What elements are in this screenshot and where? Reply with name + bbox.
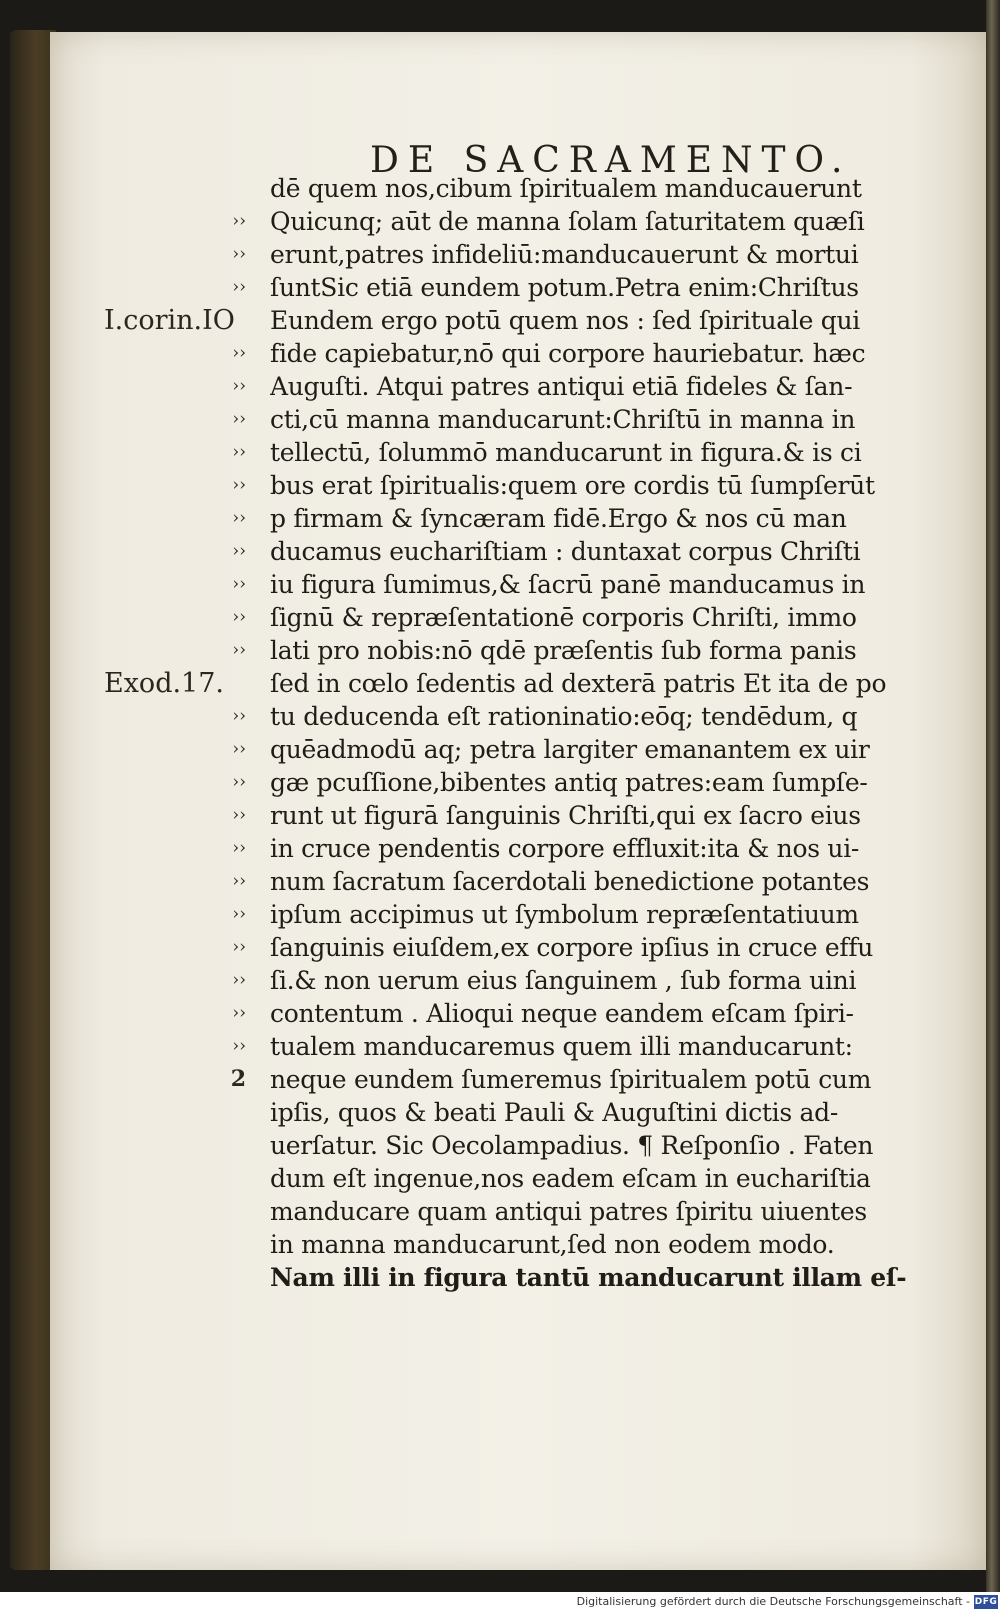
text-line: ipſis, quos & beati Pauli & Auguſtini dictis ad- bbox=[270, 1098, 839, 1127]
quotation-mark: ›› bbox=[232, 541, 246, 561]
text-line: erunt,patres infideliū:manducauerunt & mortui bbox=[270, 240, 859, 269]
quotation-mark: ›› bbox=[232, 1003, 246, 1023]
text-line: manducare quam antiqui patres ſpiritu uiuentes bbox=[270, 1197, 867, 1226]
text-line: cti,cū manna manducarunt:Chriſtū in manna in bbox=[270, 405, 856, 434]
text-line: in manna manducarunt,ſed non eodem modo. bbox=[270, 1230, 835, 1259]
text-line: p firmam & ſyncæram fidē.Ergo & nos cū man bbox=[270, 504, 847, 533]
quotation-mark: ›› bbox=[232, 739, 246, 759]
quotation-mark: ›› bbox=[232, 211, 246, 231]
running-head: DE SACRAMENTO. bbox=[370, 140, 852, 181]
quotation-mark: ›› bbox=[232, 937, 246, 957]
margin-reference: I.corin.IO bbox=[104, 305, 235, 336]
quotation-mark: ›› bbox=[232, 442, 246, 462]
text-line: num ſacratum ſacerdotali benedictione potantes bbox=[270, 867, 870, 896]
quotation-mark: ›› bbox=[232, 706, 246, 726]
text-line: ſuntSic etiā eundem potum.Petra enim:Chriſtus bbox=[270, 273, 859, 302]
quotation-mark: ›› bbox=[232, 277, 246, 297]
text-line: iu figura ſumimus,& ſacrū panē manducamus in bbox=[270, 570, 866, 599]
footer-credit: Digitalisierung gefördert durch die Deutsche Forschungsgemeinschaft - bbox=[576, 1595, 970, 1608]
margin-blank bbox=[100, 1195, 250, 1228]
text-line: in cruce pendentis corpore effluxit:ita & nos ui- bbox=[270, 834, 860, 863]
text-line: tellectū, ſolummō manducarunt in figura.& is ci bbox=[270, 438, 862, 467]
text-line: dum eſt ingenue,nos eadem eſcam in euchariſtia bbox=[270, 1164, 871, 1193]
text-line: uerſatur. Sic Oecolampadius. ¶ Reſponſio . Faten bbox=[270, 1131, 874, 1160]
dfg-logo: DFG bbox=[974, 1597, 998, 1607]
text-line: dē quem nos,cibum ſpiritualem manducauerunt bbox=[270, 174, 862, 203]
margin-blank bbox=[100, 1096, 250, 1129]
text-line: gæ pcuſſione,bibentes antiq patres:eam ſumpſe- bbox=[270, 768, 868, 797]
quotation-mark: ›› bbox=[232, 904, 246, 924]
text-line: runt ut figurā ſanguinis Chriſti,qui ex ſacro eius bbox=[270, 801, 861, 830]
quotation-mark: ›› bbox=[232, 409, 246, 429]
text-line: ſed in cœlo ſedentis ad dexterā patris Et ita de po bbox=[270, 669, 887, 698]
text-line: Quicunq; aūt de manna ſolam ſaturitatem quæſi bbox=[270, 207, 865, 236]
quotation-mark: ›› bbox=[232, 970, 246, 990]
margin-reference: 2 bbox=[230, 1066, 246, 1092]
margin-blank bbox=[100, 1162, 250, 1195]
text-line: ſanguinis eiuſdem,ex corpore ipſius in cruce effu bbox=[270, 933, 874, 962]
text-line: tualem manducaremus quem illi manducarunt: bbox=[270, 1032, 853, 1061]
margin-blank bbox=[100, 1228, 250, 1261]
quotation-mark: ›› bbox=[232, 838, 246, 858]
page-edge bbox=[986, 0, 1000, 1592]
quotation-mark: ›› bbox=[232, 508, 246, 528]
text-line: neque eundem ſumeremus ſpiritualem potū cum bbox=[270, 1065, 872, 1094]
text-line: ipſum accipimus ut ſymbolum repræſentatiuum bbox=[270, 900, 859, 929]
text-line: quēadmodū aq; petra largiter emanantem ex uir bbox=[270, 735, 870, 764]
text-line: ſignū & repræſentationē corporis Chriſti, immo bbox=[270, 603, 857, 632]
margin-notes bbox=[100, 172, 250, 1261]
text-line: contentum . Alioqui neque eandem eſcam ſpiri- bbox=[270, 999, 854, 1028]
quotation-mark: ›› bbox=[232, 805, 246, 825]
quotation-mark: ›› bbox=[232, 1036, 246, 1056]
quotation-mark: ›› bbox=[232, 244, 246, 264]
text-line: ſi.& non uerum eius ſanguinem , ſub forma uini bbox=[270, 966, 857, 995]
quotation-mark: ›› bbox=[232, 475, 246, 495]
text-line: Eundem ergo potū quem nos : ſed ſpirituale qui bbox=[270, 306, 860, 335]
quotation-mark: ›› bbox=[232, 376, 246, 396]
footer-bar bbox=[0, 1592, 1000, 1615]
text-line: bus erat ſpiritualis:quem ore cordis tū ſumpſerūt bbox=[270, 471, 875, 500]
text-line: lati pro nobis:nō qdē præſentis ſub forma panis bbox=[270, 636, 857, 665]
quotation-mark: ›› bbox=[232, 640, 246, 660]
quotation-mark: ›› bbox=[232, 871, 246, 891]
margin-reference: Exod.17. bbox=[104, 668, 224, 699]
text-line: ducamus euchariſtiam : duntaxat corpus Chriſti bbox=[270, 537, 861, 566]
quotation-mark: ›› bbox=[232, 772, 246, 792]
body-text bbox=[270, 172, 960, 1294]
text-line: tu deducenda eſt rationinatio:eōq; tendēdum, q bbox=[270, 702, 858, 731]
text-line: Auguſti. Atqui patres antiqui etiā fideles & ſan- bbox=[270, 372, 853, 401]
text-line: fide capiebatur,nō qui corpore hauriebatur. hæc bbox=[270, 339, 866, 368]
margin-blank bbox=[100, 172, 250, 205]
quotation-mark: ›› bbox=[232, 574, 246, 594]
quotation-mark: ›› bbox=[232, 343, 246, 363]
text-line: Nam illi in figura tantū manducarunt illam eſ- bbox=[270, 1263, 907, 1292]
margin-blank bbox=[100, 1129, 250, 1162]
quotation-mark: ›› bbox=[232, 607, 246, 627]
